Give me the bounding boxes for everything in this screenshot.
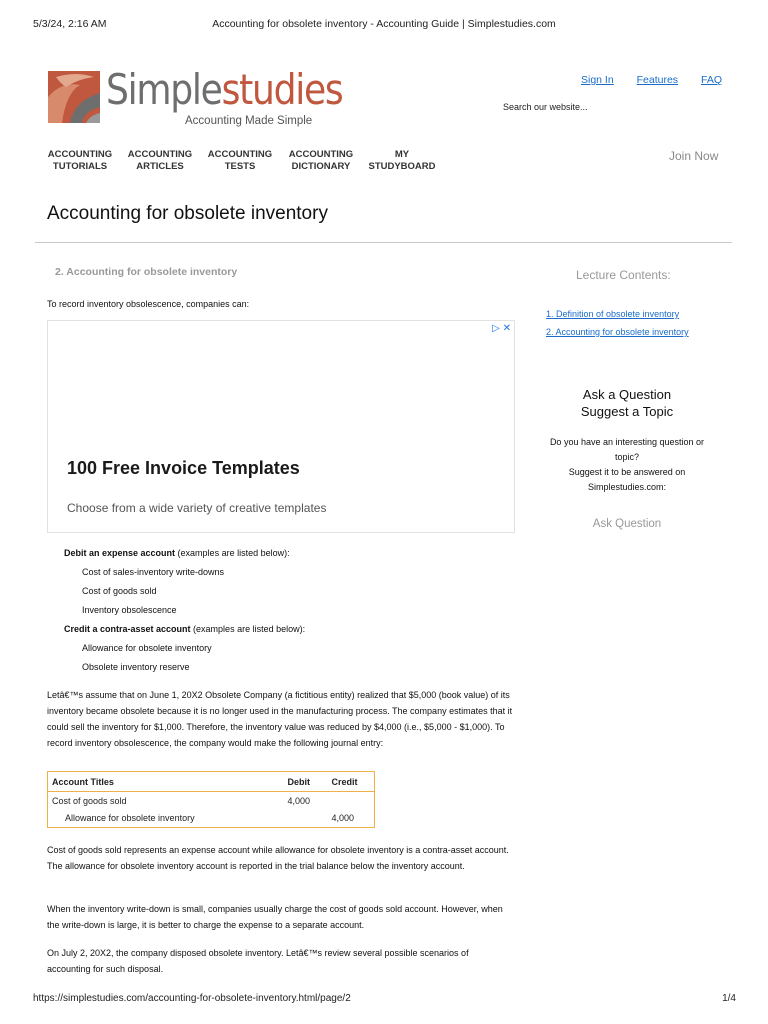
- table-header-row: [48, 772, 375, 792]
- cell-credit: [328, 792, 375, 810]
- list-item: Cost of goods sold: [82, 586, 157, 596]
- ask-question-text: Do you have an interesting question or topic? Suggest it to be answered on Simplestudies.com:: [549, 437, 705, 492]
- cell-account: Cost of goods sold: [52, 795, 127, 806]
- cell-credit: 4,000: [331, 813, 355, 824]
- nav-accounting-dictionary[interactable]: ACCOUNTING DICTIONARY: [288, 149, 354, 172]
- faq-link[interactable]: FAQ: [700, 74, 722, 86]
- ask-question-heading: Ask a Question Suggest a Topic: [580, 387, 674, 419]
- intro-text: To record inventory obsolescence, companies can:: [47, 299, 250, 309]
- print-doc-title: Accounting for obsolete inventory - Accounting Guide | Simplestudies.com: [212, 18, 556, 30]
- credit-heading: Credit a contra-asset account (examples are listed below):: [64, 624, 306, 634]
- list-item: Cost of sales-inventory write-downs: [82, 567, 225, 577]
- table-row: [48, 792, 375, 810]
- print-date: 5/3/24, 2:16 AM: [33, 18, 107, 30]
- print-url: https://simplestudies.com/accounting-for-obsolete-inventory.html/page/2: [33, 993, 351, 1004]
- title-divider: [35, 242, 732, 243]
- nav-accounting-tests[interactable]: ACCOUNTING TESTS: [207, 149, 273, 172]
- paragraph-example: Letâ€™s assume that on June 1, 20X2 Obsolete Company (a fictitious entity) realized that $5,000 (book value) of its inventory became obsolete because it is no longer used in the manufacturing process. The company estimates that it could sell the inventory for $1,000. Therefore, the inventory value was reduced by $4,000 (i.e., $5,000 - $1,000). To record inventory obsolescence, the company would make the following journal entry:: [47, 690, 513, 748]
- search-input[interactable]: Search our website...: [503, 102, 588, 112]
- nav-accounting-tutorials[interactable]: ACCOUNTING TUTORIALS: [47, 149, 113, 172]
- list-item: Allowance for obsolete inventory: [82, 643, 212, 653]
- lecture-link-accounting[interactable]: 2. Accounting for obsolete inventory: [546, 327, 689, 337]
- features-link[interactable]: Features: [636, 74, 679, 86]
- site-logo[interactable]: [48, 65, 343, 130]
- logo-wordmark: Simplestudies: [106, 65, 343, 114]
- list-item: Inventory obsolescence: [82, 605, 177, 615]
- top-links: [561, 74, 722, 86]
- print-page-number: 1/4: [722, 993, 736, 1004]
- cell-debit: [284, 810, 328, 828]
- nav-my-studyboard[interactable]: MY STUDYBOARD: [368, 149, 436, 172]
- ask-question-button[interactable]: Ask Question: [592, 518, 662, 530]
- section-heading: 2. Accounting for obsolete inventory: [55, 266, 238, 278]
- header-account-titles: Account Titles: [48, 772, 284, 792]
- ad-title[interactable]: 100 Free Invoice Templates: [67, 458, 300, 478]
- header-debit: Debit: [284, 772, 328, 792]
- logo-mark-icon: [48, 71, 100, 123]
- sign-in-link[interactable]: Sign In: [581, 74, 614, 86]
- nav-accounting-articles[interactable]: ACCOUNTING ARTICLES: [127, 149, 193, 172]
- join-now-button[interactable]: Join Now: [669, 149, 719, 163]
- lecture-link-definition[interactable]: 1. Definition of obsolete inventory: [546, 309, 680, 319]
- ad-choices-close-icon[interactable]: ▷ ✕: [492, 323, 511, 334]
- list-item: Obsolete inventory reserve: [82, 662, 190, 672]
- debit-heading: Debit an expense account (examples are listed below):: [64, 548, 290, 558]
- cell-account: Allowance for obsolete inventory: [65, 813, 195, 824]
- header-credit: Credit: [328, 772, 375, 792]
- ad-subtitle: Choose from a wide variety of creative templates: [67, 501, 327, 515]
- paragraph-writedown: When the inventory write-down is small, companies usually charge the cost of goods sold account. However, when the write-down is large, it is better to charge the expense to a separate account.: [47, 904, 503, 930]
- cell-debit: 4,000: [287, 795, 311, 806]
- paragraph-disposal: On July 2, 20X2, the company disposed obsolete inventory. Letâ€™s review several possible scenarios of accounting for such disposal.: [47, 948, 469, 974]
- logo-tagline: Accounting Made Simple: [185, 115, 313, 127]
- ad-banner[interactable]: [47, 320, 515, 533]
- journal-entry-table: [47, 771, 375, 828]
- table-row: [48, 810, 375, 828]
- paragraph-cogs: Cost of goods sold represents an expense account while allowance for obsolete inventory is a contra-asset account. The allowance for obsolete inventory account is reported in the trial balance below the inventory account.: [47, 845, 509, 871]
- page-title: Accounting for obsolete inventory: [47, 203, 328, 224]
- lecture-contents-title: Lecture Contents:: [576, 268, 671, 282]
